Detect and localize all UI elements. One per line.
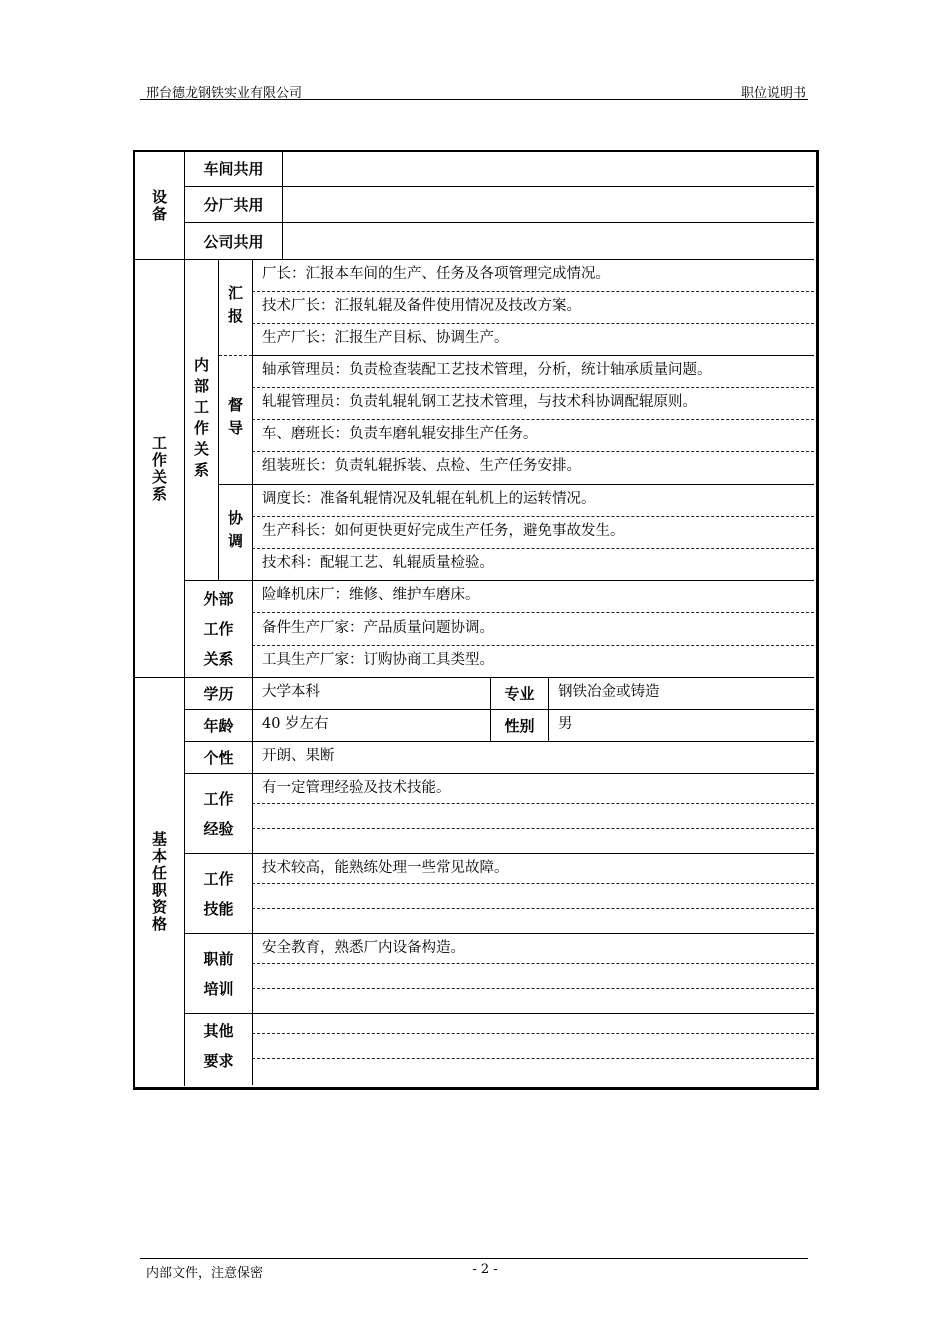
coordinate-item: 调度长：准备轧辊情况及轧辊在轧机上的运转情况。 [262,491,596,507]
dashed-divider [252,419,814,420]
coordinate-label: 协调 [226,509,244,556]
external-item: 工具生产厂家：订购协商工具类型。 [262,652,494,668]
supervise-label: 督导 [226,397,244,443]
coordinate-item: 技术科：配辊工艺、轧辊质量检验。 [262,555,494,571]
row-divider [252,355,814,356]
dashed-divider [252,828,814,829]
dashed-divider [252,1058,814,1059]
skills-label: 工作 技能 [203,869,234,918]
row-divider [218,484,814,485]
experience-value: 有一定管理经验及技术技能。 [262,780,451,796]
training-value: 安全教育，熟悉厂内设备构造。 [262,940,465,956]
company-name: 邢台德龙钢铁实业有限公司 [146,86,303,101]
header-rule [140,99,808,100]
footer-rule [140,1258,808,1259]
gender-value: 男 [558,716,573,732]
report-label: 汇报 [226,284,244,331]
row-divider [184,580,814,581]
dashed-divider [252,387,814,388]
coordinate-item: 生产科长：如何更快更好完成生产任务，避免事故发生。 [262,523,625,539]
internal-relations-label: 内部工作关系 [192,357,210,483]
report-item: 技术厂长：汇报轧辊及备件使用情况及技改方案。 [262,298,581,314]
other-requirements-label: 其他 要求 [203,1022,234,1070]
education-label: 学历 [203,685,234,703]
document-type: 职位说明书 [740,86,806,101]
section-basic-qualifications: 基本任职资格 [150,830,168,933]
training-label: 职前 培训 [203,949,234,998]
dashed-divider [252,548,814,549]
column-divider [252,773,253,1085]
dashed-divider [252,645,814,646]
column-divider [282,150,283,259]
row-divider [184,773,814,774]
dashed-divider [252,516,814,517]
dashed-divider [252,323,814,324]
row-divider [184,1013,814,1014]
dashed-divider [252,612,814,613]
report-item: 厂长：汇报本车间的生产、任务及各项管理完成情况。 [262,266,610,282]
row-divider [184,853,814,854]
personality-label: 个性 [203,749,234,767]
education-value: 大学本科 [262,684,320,700]
age-label: 年龄 [203,717,234,735]
dashed-divider [252,451,814,452]
dashed-divider [252,988,814,989]
dashed-divider [252,1033,814,1034]
page-number: - 2 - [472,1262,498,1277]
supervise-item: 车、磨班长：负责车磨轧辊安排生产任务。 [262,426,538,442]
external-relations-label: 外部 工作 关系 [203,590,234,668]
major-label: 专业 [504,685,535,703]
dashed-divider [252,908,814,909]
supervise-item: 组装班长：负责轧辊拆装、点检、生产任务安排。 [262,458,581,474]
confidential-note: 内部文件，注意保密 [146,1266,264,1281]
section-work-relations: 工作关系 [150,434,168,503]
row-divider [184,933,814,934]
branch-shared-label: 分厂共用 [203,196,264,214]
report-item: 生产厂长：汇报生产目标、协调生产。 [262,330,509,346]
company-shared-label: 公司共用 [203,232,264,251]
age-value: 40 岁左右 [262,716,329,732]
supervise-item: 轧辊管理员：负责轧辊轧钢工艺技术管理，与技术科协调配辊原则。 [262,394,697,410]
column-divider [252,677,253,773]
personality-value: 开朗、果断 [262,748,335,764]
section-equipment: 设备 [150,188,168,223]
external-item: 险峰机床厂：维修、维护车磨床。 [262,587,480,603]
supervise-item: 轴承管理员：负责检查装配工艺技术管理，分析，统计轴承质量问题。 [262,362,712,378]
dashed-divider [252,803,814,804]
workshop-shared-label: 车间共用 [203,160,264,178]
skills-value: 技术较高，能熟练处理一些常见故障。 [262,860,509,876]
dashed-divider [252,883,814,884]
dashed-divider [252,291,814,292]
gender-label: 性别 [504,717,535,735]
experience-label: 工作 经验 [203,789,234,838]
dashed-divider [252,963,814,964]
row-divider [184,741,814,742]
major-value: 钢铁冶金或铸造 [558,684,660,700]
external-item: 备件生产厂家：产品质量问题协调。 [262,620,494,636]
